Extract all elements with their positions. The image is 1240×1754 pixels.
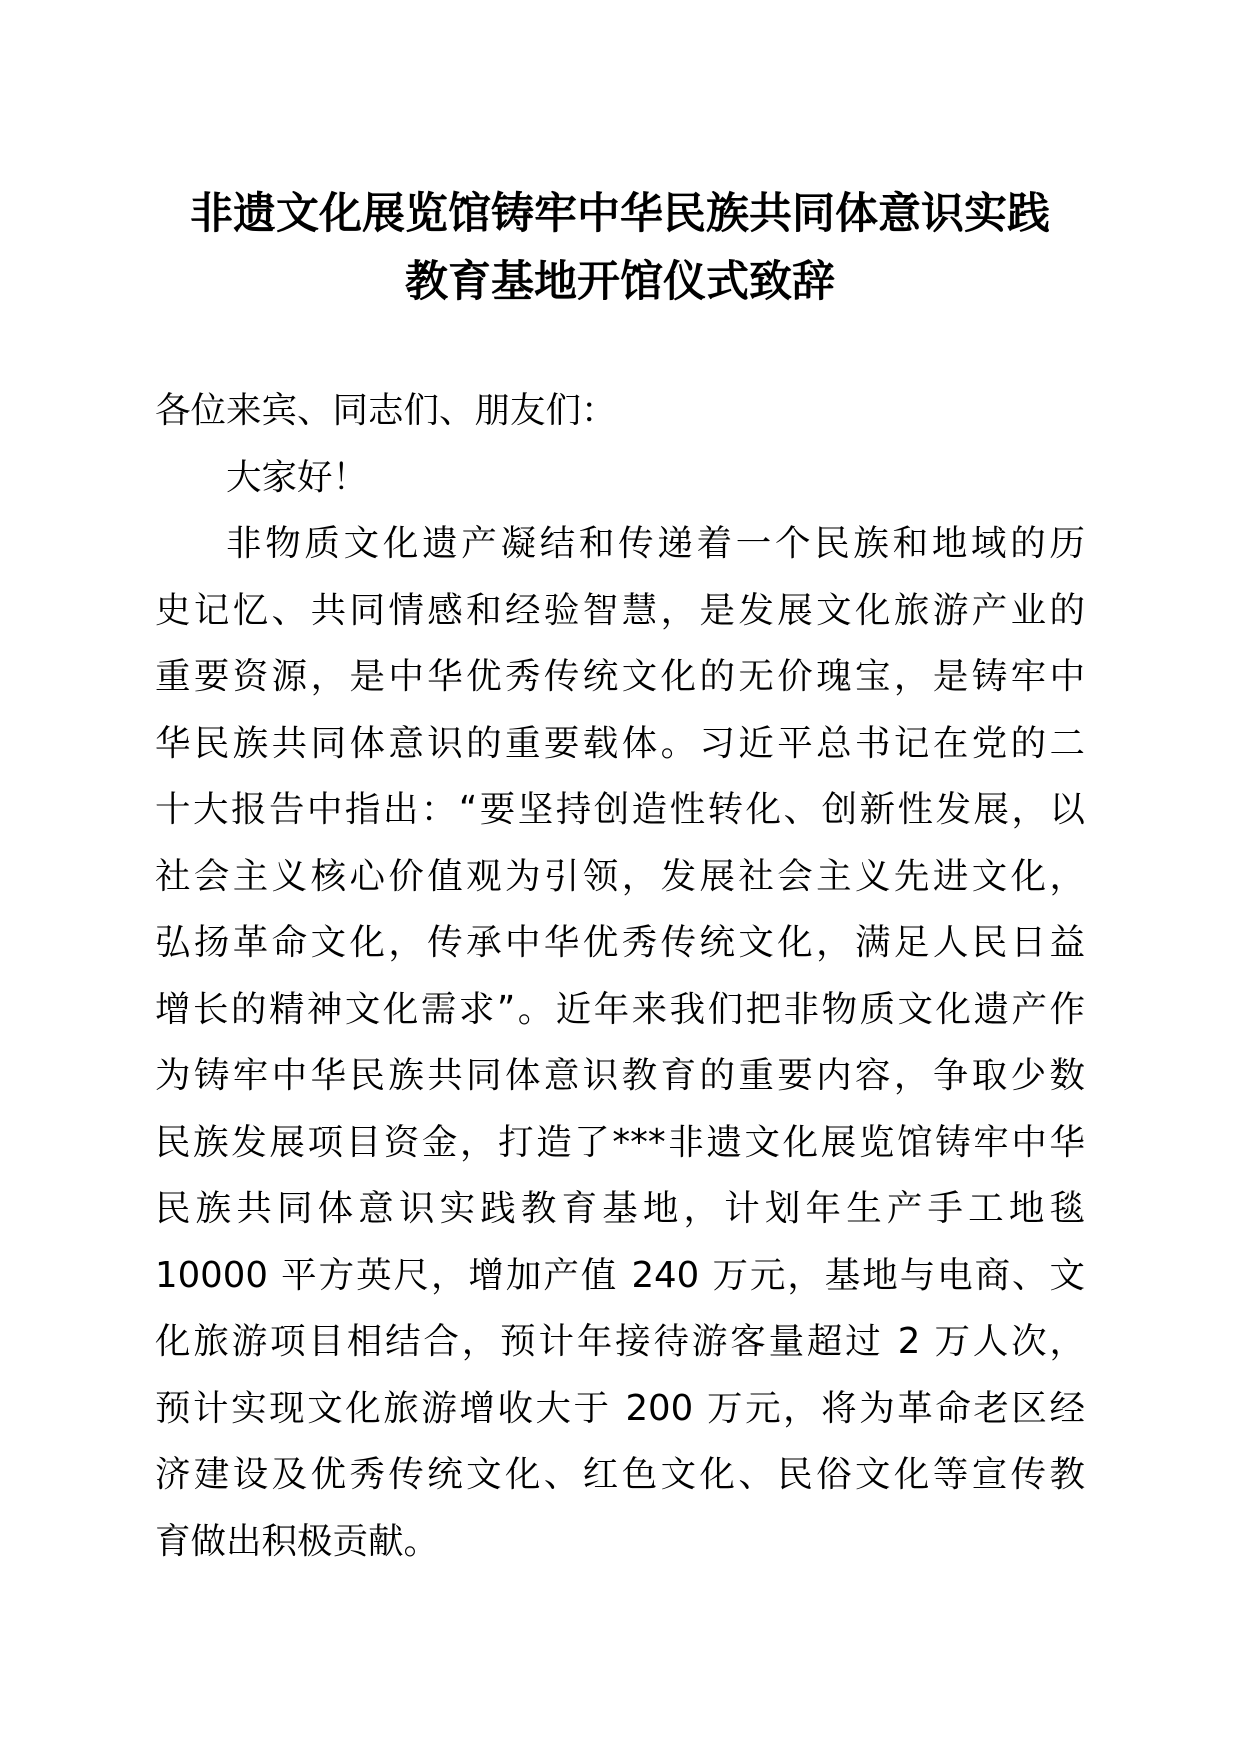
title-line-1: 非遗文化展览馆铸牢中华民族共同体意识实践 (190, 189, 1050, 239)
paragraph-line: 济建设及优秀传统文化、红色文化、民俗文化等宣传教 (155, 1454, 1085, 1495)
paragraph-line: 民族发展项目资金，打造了***非遗文化展览馆铸牢中华 (155, 1121, 1085, 1163)
paragraph-line: 弘扬革命文化，传承中华优秀传统文化，满足人民日益 (155, 922, 1085, 963)
salutation: 各位来宾、同志们、朋友们： (155, 390, 617, 431)
paragraph-line: 预计实现文化旅游增收大于 200 万元，将为革命老区经 (155, 1387, 1085, 1429)
paragraph-line: 社会主义核心价值观为引领，发展社会主义先进文化， (155, 855, 1085, 897)
main-paragraph (155, 511, 1085, 1575)
paragraph-line: 十大报告中指出：“要坚持创造性转化、创新性发展，以 (155, 789, 1085, 830)
paragraph-line: 史记忆、共同情感和经验智慧，是发展文化旅游产业的 (155, 589, 1085, 631)
document-body (155, 378, 1085, 1575)
paragraph-line: 化旅游项目相结合，预计年接待游客量超过 2 万人次， (155, 1321, 1085, 1362)
document-title (150, 180, 1090, 316)
paragraph-line: 华民族共同体意识的重要载体。习近平总书记在党的二 (155, 722, 1085, 764)
paragraph-line: 重要资源，是中华优秀传统文化的无价瑰宝，是铸牢中 (155, 656, 1085, 697)
greeting: 大家好！ (226, 456, 369, 498)
paragraph-line: 增长的精神文化需求”。近年来我们把非物质文化遗产作 (155, 988, 1085, 1030)
paragraph-line: 民族共同体意识实践教育基地，计划年生产手工地毯 (155, 1188, 1085, 1229)
paragraph-line: 10000 平方英尺，增加产值 240 万元，基地与电商、文 (155, 1254, 1085, 1296)
paragraph-line: 育做出积极贡献。 (155, 1520, 440, 1562)
paragraph-line: 非物质文化遗产凝结和传递着一个民族和地域的历 (226, 523, 1085, 564)
title-line-2: 教育基地开馆仪式致辞 (405, 257, 835, 307)
paragraph-line: 为铸牢中华民族共同体意识教育的重要内容，争取少数 (155, 1055, 1085, 1096)
